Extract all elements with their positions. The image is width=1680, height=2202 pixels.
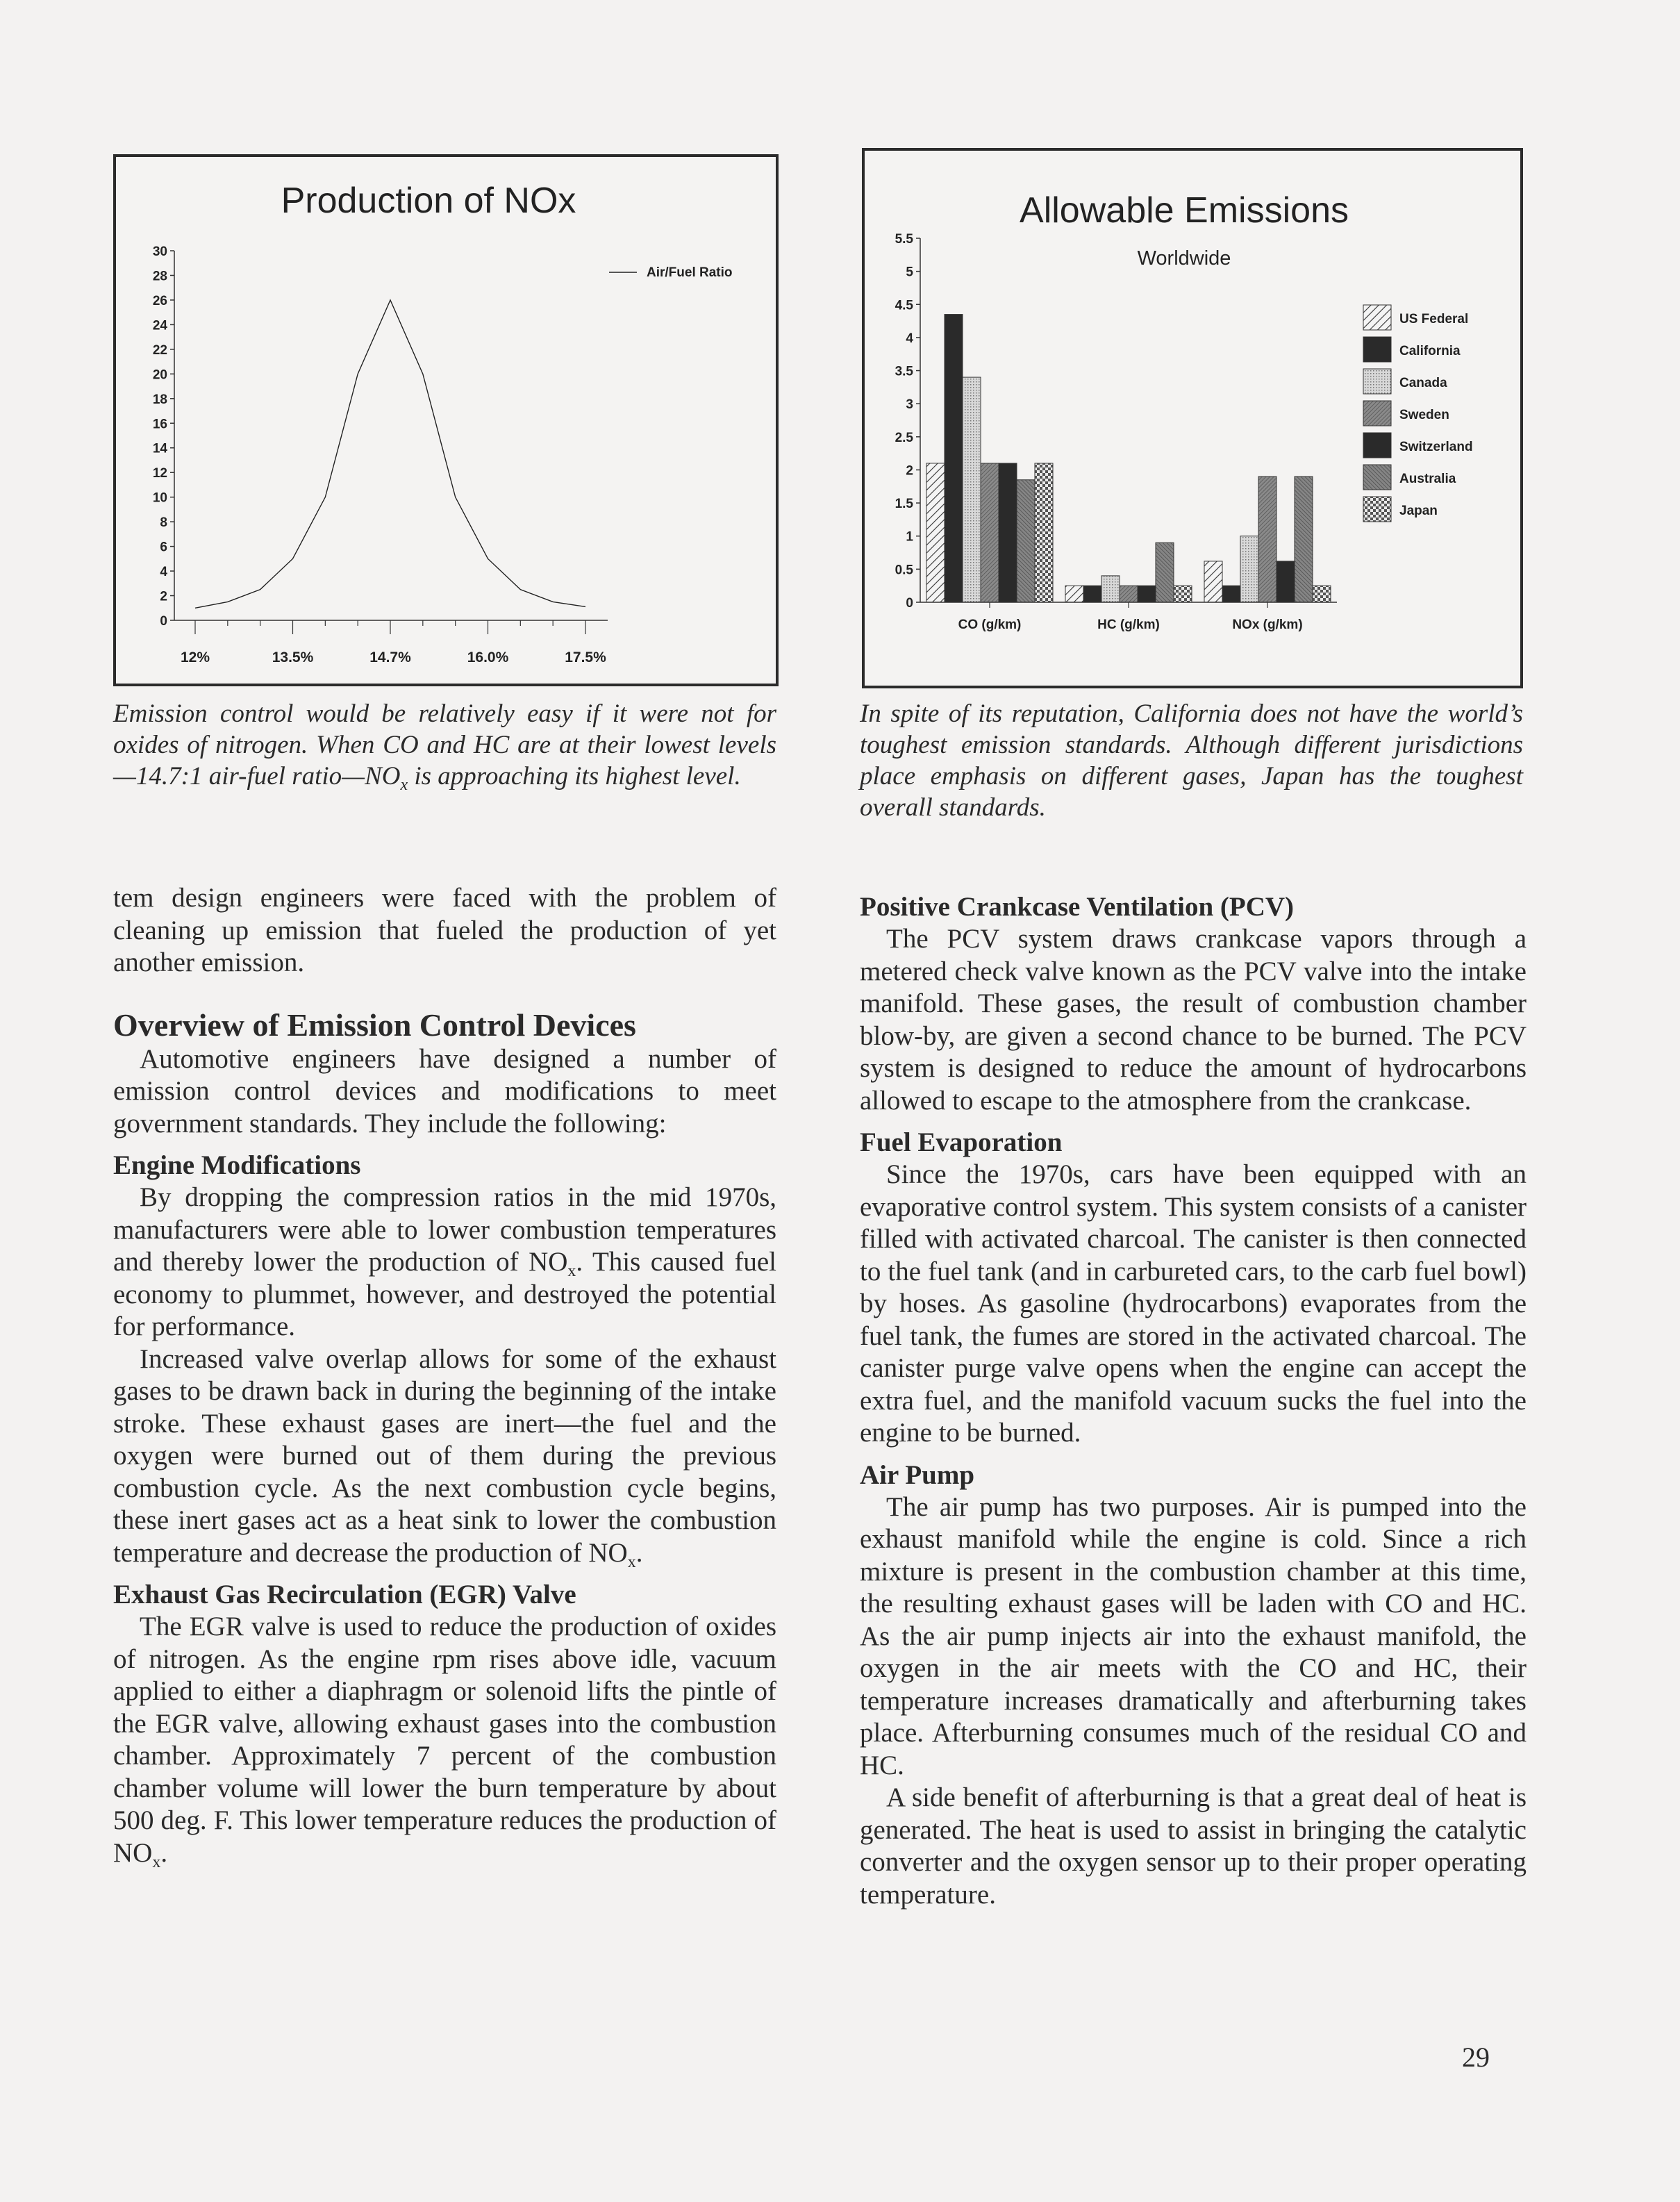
bar-canada xyxy=(963,377,981,602)
y-tick-label: 0.5 xyxy=(895,563,913,578)
emissions-legend xyxy=(1363,305,1473,522)
air-pump-paragraph-1: The air pump has two purposes. Air is pumped into the exhaust manifold while the engine is cold. Since a rich mixture is present in the combustion chamber at this time, the resulting exhaust gases will be laden with CO and HC. As the air pump injects air into the exhaust manifold, the oxygen in the air meets with the CO and HC, their temperature increases dramatically and afterburning takes place. Afterburning consumes much of the residual CO and HC. xyxy=(860,1491,1527,1780)
y-tick-label: 5.5 xyxy=(895,232,913,247)
y-tick-label: 4 xyxy=(906,331,913,346)
emissions-x-axis xyxy=(920,602,1337,632)
bar-us-federal xyxy=(1204,561,1222,602)
y-tick-label: 5 xyxy=(906,265,913,280)
y-tick-label: 3 xyxy=(906,397,913,413)
x-tick-label: NOx (g/km) xyxy=(1232,618,1303,632)
y-tick-label: 4 xyxy=(160,565,167,580)
y-tick-label: 20 xyxy=(152,367,167,383)
nox-chart-svg xyxy=(116,157,776,684)
nox-series-line xyxy=(195,300,585,609)
y-tick-label: 1.5 xyxy=(895,497,913,512)
pcv-paragraph: The PCV system draws crankcase vapors through a metered check valve known as the PCV valve into the intake manifold. These gases, the result of combustion chamber blow-by, are given a second chance to be burned. The PCV system is designed to reduce the amount of hydrocarbons allowed to escape to the atmosphere from the crankcase. xyxy=(860,924,1527,1116)
bar-switzerland xyxy=(1276,561,1295,602)
bar-switzerland xyxy=(999,463,1017,602)
legend-label: Sweden xyxy=(1399,408,1449,422)
overview-paragraph: Automotive engineers have designed a number of emission control devices and modifications to meet government standards. They include the following: xyxy=(113,1043,776,1139)
x-tick-label: 13.5% xyxy=(272,649,314,665)
bar-japan xyxy=(1174,586,1192,602)
x-tick-label: 14.7% xyxy=(369,649,411,665)
y-tick-label: 2.5 xyxy=(895,430,913,445)
x-tick-label: CO (g/km) xyxy=(958,618,1022,632)
subscript-x: x xyxy=(400,776,408,794)
bar-japan xyxy=(1313,586,1331,602)
y-tick-label: 22 xyxy=(152,342,167,358)
page-number: 29 xyxy=(1462,2042,1490,2073)
bar-california xyxy=(945,315,963,602)
bar-canada xyxy=(1101,576,1120,602)
nox-legend xyxy=(609,265,733,280)
legend-label-air-fuel-ratio: Air/Fuel Ratio xyxy=(647,265,733,280)
bar-australia xyxy=(1156,543,1174,602)
bar-sweden xyxy=(1258,477,1276,602)
engine-paragraph-2 xyxy=(113,1343,776,1570)
bar-canada xyxy=(1240,536,1258,602)
legend-label: Australia xyxy=(1399,472,1456,486)
legend-swatch xyxy=(1363,433,1391,458)
bar-california xyxy=(1083,586,1101,602)
bar-japan xyxy=(1035,463,1053,602)
x-tick-label: HC (g/km) xyxy=(1097,618,1160,632)
text: . xyxy=(635,1537,643,1568)
series-line-air-fuel-ratio xyxy=(195,300,585,608)
y-tick-label: 6 xyxy=(160,540,167,555)
y-tick-label: 2 xyxy=(906,463,913,479)
fuel-evaporation-paragraph: Since the 1970s, cars have been equipped with an evaporative control system. This system consists of a canister filled with activated charcoal. The canister is then connected to the fuel tank (and in carbureted cars, to the carb fuel bowl) by hoses. As gasoline (hydrocarbons) evaporates from the fuel tank, the fumes are stored in the activated charcoal. The canister purge valve opens when the engine can accept the extra fuel, and the manifold vacuum sucks the fuel into the engine to be burned. xyxy=(860,1159,1527,1448)
subscript-x: x xyxy=(627,1553,636,1571)
y-tick-label: 0 xyxy=(160,614,167,629)
legend-swatch xyxy=(1363,497,1391,522)
x-tick-label: 12% xyxy=(180,649,210,665)
air-pump-paragraph-2: A side benefit of afterburning is that a great deal of heat is generated. The heat is used to assist in bringing the catalytic converter and the oxygen sensor up to their proper operating temperature. xyxy=(860,1782,1527,1910)
emissions-y-axis xyxy=(895,232,920,611)
x-tick-label: 16.0% xyxy=(467,649,509,665)
bar-switzerland xyxy=(1138,586,1156,602)
egr-paragraph xyxy=(113,1611,776,1869)
bar-sweden xyxy=(1120,586,1138,602)
y-tick-label: 8 xyxy=(160,515,167,531)
bar-australia xyxy=(1017,480,1035,602)
legend-swatch xyxy=(1363,369,1391,394)
legend-swatch xyxy=(1363,465,1391,490)
nox-y-axis xyxy=(153,245,174,629)
emissions-chart-title: Allowable Emissions xyxy=(1020,190,1349,231)
y-tick-label: 2 xyxy=(160,589,167,604)
y-tick-label: 4.5 xyxy=(895,298,913,313)
legend-label: California xyxy=(1399,344,1461,358)
y-tick-label: 0 xyxy=(906,596,913,611)
engine-modifications-heading: Engine Modifications xyxy=(113,1150,361,1180)
nox-chart-title: Production of NOx xyxy=(281,181,576,221)
caption-text: Emission control would be relatively easy if it were not for oxides of nitrogen. When CO and HC are at their lowest levels—14.7:1 air-fuel ratio—NO xyxy=(113,699,776,790)
nox-production-chart xyxy=(113,154,779,686)
emissions-chart-caption: In spite of its reputation, California does not have the world’s toughest emission standards. Although different jurisdictions place emphasis on different gases, Japan has the toughest overall standards. xyxy=(860,699,1523,822)
nox-chart-caption xyxy=(113,698,776,792)
legend-label: Switzerland xyxy=(1399,440,1473,454)
y-tick-label: 1 xyxy=(906,529,913,545)
egr-heading: Exhaust Gas Recirculation (EGR) Valve xyxy=(113,1580,576,1609)
y-tick-label: 10 xyxy=(152,490,167,506)
y-tick-label: 28 xyxy=(152,269,167,284)
y-tick-label: 18 xyxy=(152,392,167,407)
legend-label: Canada xyxy=(1399,376,1447,390)
legend-label: Japan xyxy=(1399,504,1438,518)
y-tick-label: 12 xyxy=(152,466,167,481)
text: Increased valve overlap allows for some of the exhaust gases to be drawn back in during the beginning of the intake stroke. These exhaust gases are inert—the fuel and the oxygen were burned out of them during the previous combustion cycle. As the next combustion cycle begins, these inert gases act as a heat sink to lower the combustion temperature and decrease the production of NO xyxy=(113,1343,776,1568)
pcv-heading: Positive Crankcase Ventilation (PCV) xyxy=(860,892,1295,922)
y-tick-label: 14 xyxy=(152,441,167,456)
subscript-x: x xyxy=(152,1853,161,1871)
bar-sweden xyxy=(981,463,999,602)
intro-paragraph: tem design engineers were faced with the problem of cleaning up emission that fueled the production of yet another emission. xyxy=(113,883,776,977)
air-pump-heading: Air Pump xyxy=(860,1459,975,1490)
caption-text-end: is approaching its highest level. xyxy=(408,762,741,790)
y-tick-label: 26 xyxy=(152,293,167,308)
legend-label: US Federal xyxy=(1399,312,1469,326)
overview-heading: Overview of Emission Control Devices xyxy=(113,1007,636,1043)
emissions-chart-svg xyxy=(865,151,1520,686)
bar-us-federal xyxy=(1065,586,1083,602)
fuel-evaporation-heading: Fuel Evaporation xyxy=(860,1127,1063,1157)
emissions-bars xyxy=(926,315,1331,602)
subscript-x: x xyxy=(567,1262,576,1280)
text: The EGR valve is used to reduce the production of oxides of nitrogen. As the engine rpm rises above idle, vacuum applied to either a diaphragm or solenoid lifts the pintle of the EGR valve, allowing exhaust gases into the combustion chamber. Approximately 7 percent of the combustion chamber volume will lower the burn temperature by about 500 deg. F. This lower temperature reduces the production of NO xyxy=(113,1612,776,1868)
text: . xyxy=(160,1837,168,1868)
right-column xyxy=(860,891,1527,1911)
bar-australia xyxy=(1295,477,1313,602)
left-column xyxy=(113,882,776,1869)
bar-california xyxy=(1222,586,1240,602)
bar-us-federal xyxy=(926,463,945,602)
legend-swatch xyxy=(1363,305,1391,330)
y-tick-label: 30 xyxy=(152,245,167,259)
legend-swatch xyxy=(1363,401,1391,426)
engine-paragraph-1 xyxy=(113,1182,776,1343)
x-tick-label: 17.5% xyxy=(565,649,606,665)
text: . This caused fuel economy to plummet, however, and destroyed the potential for performance. xyxy=(113,1247,777,1341)
legend-swatch xyxy=(1363,337,1391,362)
y-tick-label: 3.5 xyxy=(895,364,913,379)
nox-x-axis xyxy=(174,620,608,665)
allowable-emissions-chart xyxy=(862,148,1523,688)
emissions-chart-subtitle: Worldwide xyxy=(1137,247,1231,270)
text: By dropping the compression ratios in the mid 1970s, manufacturers were able to lower combustion temperatures and thereby lower the production of NO xyxy=(113,1182,776,1277)
y-tick-label: 16 xyxy=(152,417,167,432)
y-tick-label: 24 xyxy=(152,318,167,333)
